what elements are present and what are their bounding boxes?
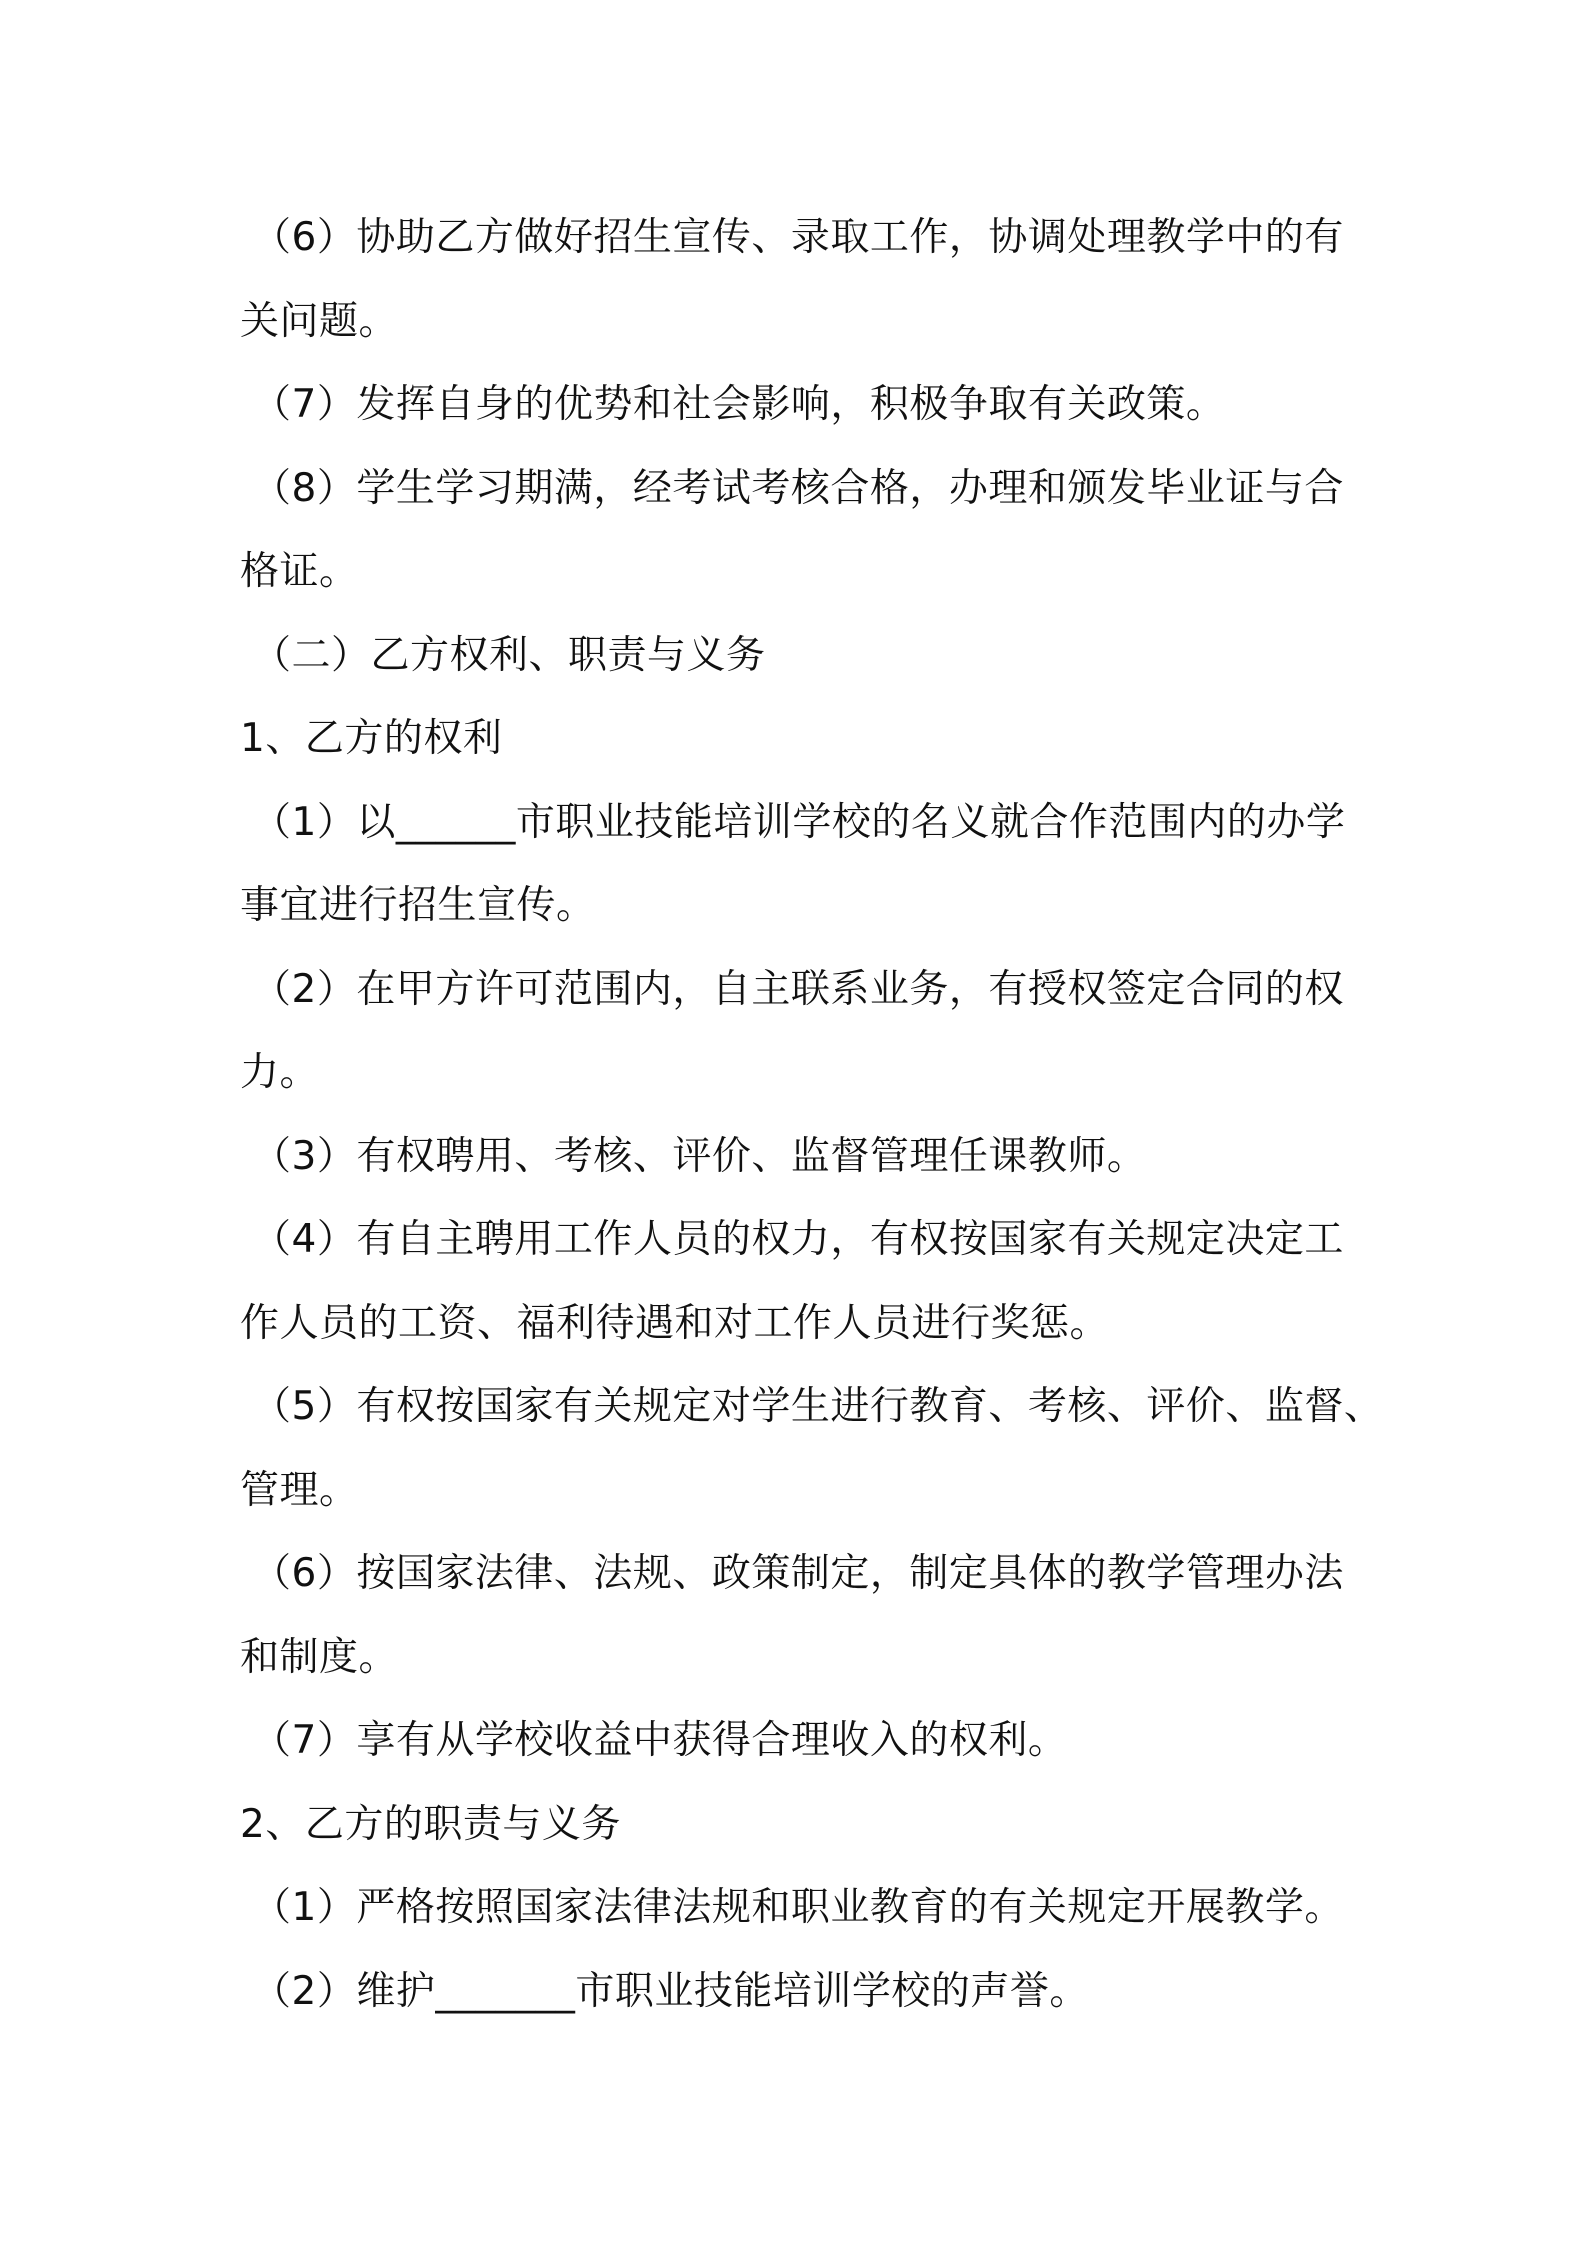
text-line: 格证。	[240, 549, 359, 594]
text-line: （8）学生学习期满，经考试考核合格，办理和颁发毕业证与合	[252, 465, 1344, 511]
text-line: （4）有自主聘用工作人员的权力，有权按国家有关规定决定工	[252, 1217, 1344, 1262]
text-line: 作人员的工资、福利待遇和对工作人员进行奖惩。	[240, 1300, 1110, 1346]
text-line: （1）以______市职业技能培训学校的名义就合作范围内的办学	[252, 799, 1346, 845]
text-line: 关问题。	[240, 298, 399, 344]
text-line: （6）按国家法律、法规、政策制定，制定具体的教学管理办法	[252, 1551, 1344, 1596]
text-line: （2）在甲方许可范围内，自主联系业务，有授权签定合同的权	[252, 966, 1344, 1012]
subsection-heading: 1、乙方的权利	[240, 716, 503, 761]
text-line: （6）协助乙方做好招生宣传、录取工作，协调处理教学中的有	[252, 215, 1344, 260]
text-line: （2）维护_______市职业技能培训学校的声誉。	[252, 1968, 1089, 2014]
text-line: 力。	[240, 1050, 320, 1095]
text-line: （3）有权聘用、考核、评价、监督管理任课教师。	[252, 1133, 1147, 1179]
text-line: （7）享有从学校收益中获得合理收入的权利。	[252, 1718, 1068, 1763]
text-line: （7）发挥自身的优势和社会影响，积极争取有关政策。	[252, 382, 1226, 427]
text-line: 事宜进行招生宣传。	[240, 883, 596, 928]
text-line: 管理。	[240, 1467, 359, 1513]
document-body	[240, 196, 1384, 2033]
section-heading: （二）乙方权利、职责与义务	[252, 632, 766, 678]
text-line: 和制度。	[240, 1634, 399, 1680]
text-line: （1）严格按照国家法律法规和职业教育的有关规定开展教学。	[252, 1885, 1344, 1930]
text-line: （5）有权按国家有关规定对学生进行教育、考核、评价、监督、	[252, 1384, 1384, 1429]
subsection-heading: 2、乙方的职责与义务	[240, 1801, 621, 1847]
